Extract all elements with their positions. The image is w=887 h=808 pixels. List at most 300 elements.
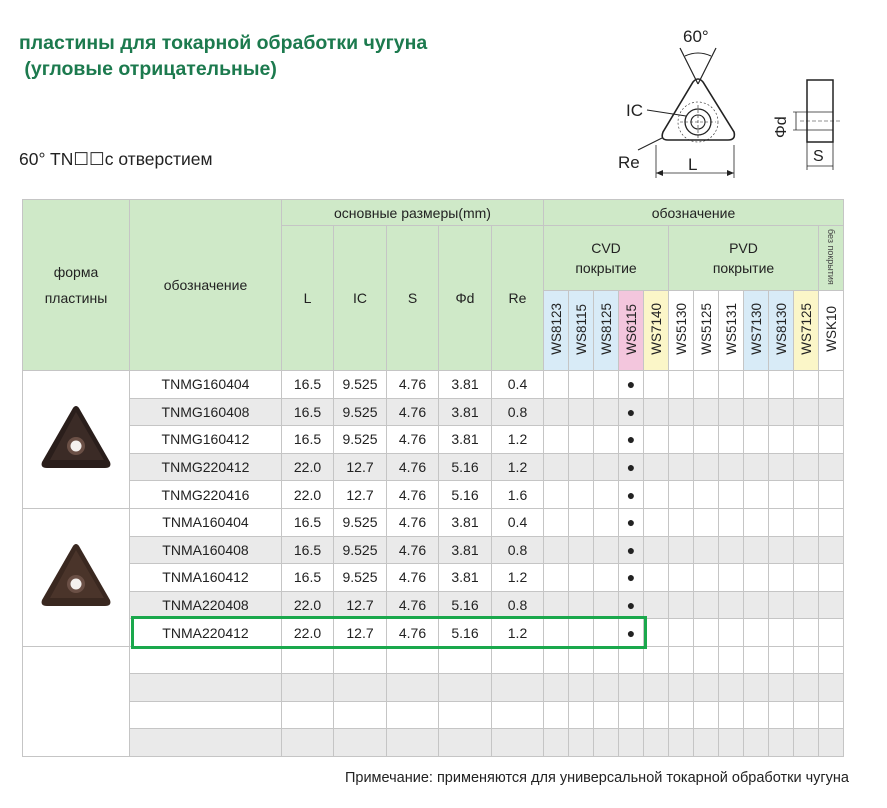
empty-shape-cell [23, 646, 130, 756]
row-grade-empty [669, 481, 694, 509]
empty-row [23, 674, 844, 702]
row-grade-empty [594, 536, 619, 564]
row-grade-empty [744, 564, 769, 592]
empty-cell [719, 701, 744, 729]
grade-ws5125: WS5125 [694, 291, 719, 371]
empty-row [23, 646, 844, 674]
row-grade-empty [719, 426, 744, 454]
row-re: 1.2 [492, 453, 544, 481]
row-mark-ws6115: ● [619, 619, 644, 647]
row-code: TNMG220416 [130, 481, 282, 509]
empty-cell [282, 701, 334, 729]
diagram-l-label: L [688, 155, 698, 174]
row-re: 0.8 [492, 536, 544, 564]
grade-ws8125: WS8125 [594, 291, 619, 371]
row-l: 22.0 [282, 453, 334, 481]
grade-ws8130: WS8130 [769, 291, 794, 371]
row-s: 4.76 [387, 508, 439, 536]
row-mark-ws6115: ● [619, 398, 644, 426]
empty-cell [130, 646, 282, 674]
row-grade-empty [544, 481, 569, 509]
row-grade-empty [669, 453, 694, 481]
row-grade-empty [594, 453, 619, 481]
header-dim-l: L [282, 226, 334, 371]
empty-cell [719, 646, 744, 674]
row-re: 0.4 [492, 371, 544, 399]
title-line-2: (угловые отрицательные) [19, 58, 277, 80]
empty-cell [694, 729, 719, 757]
row-l: 22.0 [282, 619, 334, 647]
row-d: 3.81 [439, 426, 492, 454]
row-grade-empty [819, 591, 844, 619]
empty-cell [544, 701, 569, 729]
empty-cell [282, 674, 334, 702]
grade-ws6115: WS6115 [619, 291, 644, 371]
empty-cell [544, 674, 569, 702]
row-code: TNMG160412 [130, 426, 282, 454]
row-grade-empty [794, 426, 819, 454]
empty-cell [569, 729, 594, 757]
grade-ws5131: WS5131 [719, 291, 744, 371]
grade-ws8123: WS8123 [544, 291, 569, 371]
header-designation: обозначение [130, 200, 282, 371]
row-grade-empty [669, 508, 694, 536]
insert-type-subtitle: 60° TN☐☐с отверстием [19, 149, 213, 169]
row-grade-empty [744, 371, 769, 399]
row-ic: 9.525 [334, 564, 387, 592]
row-code: TNMA160412 [130, 564, 282, 592]
row-grade-empty [594, 508, 619, 536]
row-grade-empty [719, 564, 744, 592]
row-s: 4.76 [387, 619, 439, 647]
row-grade-empty [794, 564, 819, 592]
empty-cell [669, 674, 694, 702]
empty-cell [669, 729, 694, 757]
row-grade-empty [594, 591, 619, 619]
row-grade-empty [694, 591, 719, 619]
side-view [807, 80, 833, 142]
empty-cell [694, 646, 719, 674]
row-grade-empty [769, 481, 794, 509]
row-grade-empty [544, 564, 569, 592]
row-mark-ws6115: ● [619, 564, 644, 592]
row-grade-empty [544, 591, 569, 619]
footnote: Примечание: применяются для универсальной токарной обработки чугуна [344, 770, 849, 786]
insert-shape-cell [23, 371, 130, 509]
empty-row [23, 701, 844, 729]
diagram-s-label: S [813, 148, 824, 165]
empty-cell [719, 674, 744, 702]
row-grade-empty [544, 398, 569, 426]
row-grade-empty [694, 371, 719, 399]
table-row [23, 398, 844, 426]
row-grade-empty [819, 426, 844, 454]
row-mark-ws6115: ● [619, 508, 644, 536]
row-grade-empty [794, 619, 819, 647]
empty-cell [439, 646, 492, 674]
row-s: 4.76 [387, 426, 439, 454]
row-grade-empty [644, 426, 669, 454]
empty-cell [794, 646, 819, 674]
empty-cell [644, 701, 669, 729]
row-grade-empty [569, 426, 594, 454]
row-grade-empty [769, 371, 794, 399]
row-grade-empty [719, 453, 744, 481]
empty-cell [619, 646, 644, 674]
row-grade-empty [569, 398, 594, 426]
row-code: TNMG220412 [130, 453, 282, 481]
row-ic: 9.525 [334, 536, 387, 564]
row-ic: 9.525 [334, 426, 387, 454]
diagram-phid-label: Φd [773, 116, 790, 138]
empty-cell [130, 729, 282, 757]
row-grade-empty [769, 536, 794, 564]
row-d: 3.81 [439, 536, 492, 564]
row-grade-empty [819, 619, 844, 647]
row-grade-empty [744, 481, 769, 509]
empty-cell [694, 701, 719, 729]
empty-cell [744, 701, 769, 729]
row-code: TNMG160408 [130, 398, 282, 426]
row-grade-empty [744, 508, 769, 536]
empty-cell [594, 674, 619, 702]
empty-cell [492, 646, 544, 674]
row-grade-empty [669, 591, 694, 619]
row-code: TNMG160404 [130, 371, 282, 399]
row-grade-empty [794, 371, 819, 399]
row-grade-empty [744, 453, 769, 481]
diagram-angle-label: 60° [683, 27, 709, 46]
row-l: 22.0 [282, 591, 334, 619]
table-row [23, 508, 844, 536]
empty-cell [644, 729, 669, 757]
header-grade-group: обозначение [544, 200, 844, 226]
row-ic: 12.7 [334, 481, 387, 509]
table-row [23, 536, 844, 564]
row-d: 3.81 [439, 508, 492, 536]
row-grade-empty [644, 619, 669, 647]
empty-cell [819, 674, 844, 702]
empty-cell [387, 674, 439, 702]
header-cvd: CVD покрытие [544, 226, 669, 291]
row-re: 1.2 [492, 564, 544, 592]
row-grade-empty [644, 398, 669, 426]
row-grade-empty [794, 591, 819, 619]
row-grade-empty [669, 398, 694, 426]
row-grade-empty [569, 536, 594, 564]
row-l: 16.5 [282, 508, 334, 536]
row-grade-empty [819, 398, 844, 426]
row-grade-empty [569, 481, 594, 509]
row-ic: 9.525 [334, 371, 387, 399]
row-d: 5.16 [439, 481, 492, 509]
empty-cell [130, 701, 282, 729]
grade-ws7140: WS7140 [644, 291, 669, 371]
grade-ws5130: WS5130 [669, 291, 694, 371]
row-ic: 12.7 [334, 591, 387, 619]
row-grade-empty [719, 591, 744, 619]
row-re: 0.8 [492, 398, 544, 426]
row-grade-empty [544, 426, 569, 454]
row-grade-empty [569, 591, 594, 619]
row-s: 4.76 [387, 398, 439, 426]
empty-cell [569, 701, 594, 729]
row-code: TNMA220408 [130, 591, 282, 619]
empty-cell [819, 701, 844, 729]
row-grade-empty [694, 426, 719, 454]
empty-cell [594, 701, 619, 729]
row-grade-empty [794, 508, 819, 536]
row-code: TNMA220412 [130, 619, 282, 647]
table-row [23, 371, 844, 399]
empty-cell [334, 701, 387, 729]
row-grade-empty [819, 536, 844, 564]
row-s: 4.76 [387, 453, 439, 481]
row-ic: 12.7 [334, 453, 387, 481]
title-line-1: пластины для токарной обработки чугуна [19, 32, 428, 54]
row-d: 3.81 [439, 398, 492, 426]
highlighted-row-frame [131, 616, 647, 649]
row-grade-empty [769, 508, 794, 536]
row-grade-empty [769, 453, 794, 481]
header-dim-ic: IC [334, 226, 387, 371]
row-grade-empty [794, 536, 819, 564]
row-grade-empty [669, 426, 694, 454]
page-title [19, 30, 427, 82]
row-s: 4.76 [387, 564, 439, 592]
empty-cell [387, 646, 439, 674]
row-mark-ws6115: ● [619, 536, 644, 564]
empty-cell [744, 646, 769, 674]
grade-ws7130: WS7130 [744, 291, 769, 371]
table-row [23, 453, 844, 481]
empty-cell [439, 729, 492, 757]
row-grade-empty [719, 371, 744, 399]
empty-cell [794, 701, 819, 729]
table-row [23, 564, 844, 592]
grade-ws7125: WS7125 [794, 291, 819, 371]
empty-row [23, 729, 844, 757]
row-code: TNMA160408 [130, 536, 282, 564]
row-grade-empty [694, 398, 719, 426]
empty-cell [769, 701, 794, 729]
insert-specification-table [22, 199, 844, 757]
header-dim-d: Φd [439, 226, 492, 371]
row-grade-empty [694, 564, 719, 592]
row-grade-empty [769, 619, 794, 647]
row-re: 0.8 [492, 591, 544, 619]
row-s: 4.76 [387, 591, 439, 619]
empty-cell [130, 674, 282, 702]
row-s: 4.76 [387, 481, 439, 509]
row-grade-empty [794, 453, 819, 481]
row-d: 5.16 [439, 453, 492, 481]
row-grade-empty [669, 619, 694, 647]
row-grade-empty [644, 536, 669, 564]
row-grade-empty [594, 426, 619, 454]
row-grade-empty [694, 508, 719, 536]
empty-cell [334, 646, 387, 674]
row-mark-ws6115: ● [619, 426, 644, 454]
header-dim-re: Re [492, 226, 544, 371]
row-grade-empty [694, 453, 719, 481]
row-grade-empty [544, 536, 569, 564]
row-grade-empty [594, 398, 619, 426]
empty-cell [387, 701, 439, 729]
row-grade-empty [769, 591, 794, 619]
row-grade-empty [644, 371, 669, 399]
row-l: 16.5 [282, 426, 334, 454]
empty-cell [744, 674, 769, 702]
empty-cell [769, 729, 794, 757]
empty-cell [439, 701, 492, 729]
table-row [23, 591, 844, 619]
row-l: 16.5 [282, 536, 334, 564]
row-grade-empty [719, 481, 744, 509]
row-grade-empty [744, 591, 769, 619]
empty-cell [439, 674, 492, 702]
empty-cell [669, 646, 694, 674]
row-mark-ws6115: ● [619, 453, 644, 481]
row-grade-empty [819, 481, 844, 509]
row-grade-empty [719, 536, 744, 564]
empty-cell [644, 646, 669, 674]
header-pvd: PVD покрытие [669, 226, 819, 291]
empty-cell [694, 674, 719, 702]
empty-cell [769, 674, 794, 702]
row-code: TNMA160404 [130, 508, 282, 536]
row-ic: 9.525 [334, 508, 387, 536]
row-grade-empty [669, 536, 694, 564]
row-grade-empty [819, 564, 844, 592]
row-l: 16.5 [282, 398, 334, 426]
row-grade-empty [794, 481, 819, 509]
row-re: 1.6 [492, 481, 544, 509]
empty-cell [719, 729, 744, 757]
row-grade-empty [744, 426, 769, 454]
insert-shape-cell [23, 508, 130, 646]
insert-tnma-image [38, 540, 114, 612]
row-ic: 12.7 [334, 619, 387, 647]
row-grade-empty [744, 536, 769, 564]
empty-cell [334, 674, 387, 702]
row-grade-empty [594, 564, 619, 592]
header-form: форма пластины [23, 200, 130, 371]
row-ic: 9.525 [334, 398, 387, 426]
empty-cell [744, 729, 769, 757]
row-grade-empty [644, 591, 669, 619]
row-grade-empty [594, 371, 619, 399]
empty-cell [387, 729, 439, 757]
empty-cell [334, 729, 387, 757]
row-grade-empty [694, 481, 719, 509]
row-grade-empty [744, 619, 769, 647]
row-d: 3.81 [439, 371, 492, 399]
empty-cell [619, 674, 644, 702]
insert-tnmg-image [38, 402, 114, 474]
empty-cell [569, 674, 594, 702]
empty-cell [492, 674, 544, 702]
row-grade-empty [544, 508, 569, 536]
row-grade-empty [819, 508, 844, 536]
empty-cell [769, 646, 794, 674]
empty-cell [669, 701, 694, 729]
empty-cell [282, 646, 334, 674]
row-grade-empty [644, 508, 669, 536]
row-grade-empty [669, 564, 694, 592]
empty-cell [819, 646, 844, 674]
row-grade-empty [544, 453, 569, 481]
row-grade-empty [644, 564, 669, 592]
row-grade-empty [694, 619, 719, 647]
row-grade-empty [744, 398, 769, 426]
row-grade-empty [719, 619, 744, 647]
row-grade-empty [769, 398, 794, 426]
row-re: 1.2 [492, 426, 544, 454]
row-grade-empty [719, 508, 744, 536]
row-d: 5.16 [439, 619, 492, 647]
header-dimensions-group: основные размеры(mm) [282, 200, 544, 226]
empty-cell [492, 729, 544, 757]
table-row [23, 481, 844, 509]
row-grade-empty [544, 371, 569, 399]
row-re: 0.4 [492, 508, 544, 536]
row-s: 4.76 [387, 371, 439, 399]
row-grade-empty [644, 481, 669, 509]
row-grade-empty [669, 371, 694, 399]
empty-cell [819, 729, 844, 757]
row-mark-ws6115: ● [619, 591, 644, 619]
row-l: 16.5 [282, 564, 334, 592]
row-grade-empty [594, 481, 619, 509]
row-l: 16.5 [282, 371, 334, 399]
row-grade-empty [569, 453, 594, 481]
row-d: 3.81 [439, 564, 492, 592]
empty-cell [794, 674, 819, 702]
row-grade-empty [819, 371, 844, 399]
table-row [23, 426, 844, 454]
row-mark-ws6115: ● [619, 371, 644, 399]
empty-cell [282, 729, 334, 757]
empty-cell [794, 729, 819, 757]
empty-cell [619, 701, 644, 729]
empty-cell [594, 729, 619, 757]
empty-cell [544, 729, 569, 757]
row-s: 4.76 [387, 536, 439, 564]
row-grade-empty [719, 398, 744, 426]
row-grade-empty [569, 508, 594, 536]
row-grade-empty [769, 426, 794, 454]
row-grade-empty [769, 564, 794, 592]
empty-cell [544, 646, 569, 674]
diagram-ic-label: IC [626, 101, 643, 120]
row-grade-empty [644, 453, 669, 481]
empty-cell [569, 646, 594, 674]
row-grade-empty [569, 371, 594, 399]
empty-cell [644, 674, 669, 702]
row-d: 5.16 [439, 591, 492, 619]
grade-wsk10: WSK10 [819, 291, 844, 371]
empty-cell [619, 729, 644, 757]
grade-ws8115: WS8115 [569, 291, 594, 371]
row-l: 22.0 [282, 481, 334, 509]
row-grade-empty [794, 398, 819, 426]
row-grade-empty [694, 536, 719, 564]
header-uncoated: без покрытия [819, 226, 844, 291]
row-mark-ws6115: ● [619, 481, 644, 509]
row-re: 1.2 [492, 619, 544, 647]
empty-cell [594, 646, 619, 674]
